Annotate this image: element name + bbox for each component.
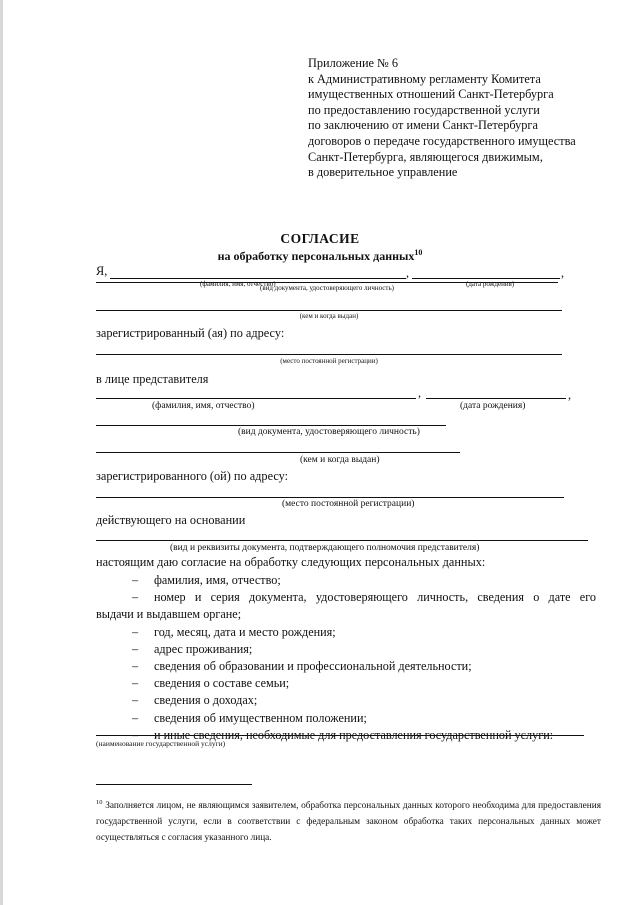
registered-label: зарегистрированный (ая) по адресу: [96,326,285,340]
list-item [96,675,596,692]
consent-intro: настоящим даю согласие на обработку следующих персональных данных: [96,555,486,569]
rep-birth-field[interactable] [426,398,566,399]
issued-field[interactable] [96,310,562,311]
annex-line: в доверительное управление [308,165,458,180]
rep-document-field[interactable] [96,425,446,426]
annex-line: по предоставлению государственной услуги [308,102,540,117]
list-item [96,572,596,589]
footnote-separator [96,784,252,785]
data-list [96,572,596,744]
footnote [96,795,601,846]
annex-header [308,56,576,181]
rep-caption-fio: (фамилия, имя, отчество) [152,401,255,411]
residence-field[interactable] [96,354,562,355]
representative-label: в лице представителя [96,372,209,386]
list-item [96,624,596,641]
list-item-text: год, месяц, дата и место рождения; [154,624,336,639]
list-item-text: выдачи и выдавшем органе; [96,607,242,622]
list-item [96,710,596,727]
ya-label: Я, [96,264,108,278]
list-item-continuation [96,606,596,623]
list-item-text: фамилия, имя, отчество; [154,573,281,587]
list-item-text: адрес проживания; [154,641,253,656]
annex-line: Санкт-Петербурга, являющегося движимым, [308,149,543,164]
acting-label: действующего на основании [96,513,246,527]
list-item-text: и иные сведения, необходимые для предоставления государственной услуги: [154,727,554,742]
caption-document: (вид документа, удостоверяющего личность) [259,284,394,292]
footnote-ref: 10 [414,248,423,257]
list-item [96,658,596,675]
dash: – [132,676,139,691]
caption-issued: (кем и когда выдан) [299,312,359,320]
birth-field[interactable] [412,278,560,279]
list-item-text: сведения о доходах; [154,693,258,708]
annex-line: по заключению от имени Санкт-Петербурга [308,118,538,133]
authority-field[interactable] [96,540,588,541]
list-item-text: сведения об образовании и профессиональной деятельности; [154,659,472,674]
rep-caption-document: (вид документа, удостоверяющего личность) [238,427,420,437]
annex-line: Приложение № 6 [308,56,399,70]
dash: – [132,573,139,587]
document-subtitle [0,248,640,264]
rep-caption-issued: (кем и когда выдан) [300,455,380,465]
footnote-number: 10 [96,799,103,806]
footnote-text: Заполняется лицом, не являющимся заявителем, обработка персональных данных которого необходима для предоставления государственной услуги, если в соответствии с федеральным законом обработка таких персональных данных может осуществляться с согласия указанного лица. [96,801,602,844]
comma: , [418,386,422,400]
rep-residence-field[interactable] [96,497,564,498]
rep-caption-birth: (дата рождения) [460,401,526,411]
rep-issued-field[interactable] [96,452,460,453]
caption-authority: (вид и реквизиты документа, подтверждающего полномочия представителя) [170,543,480,553]
document-title: СОГЛАСИЕ [280,231,360,246]
annex-line: договоров о передаче государственного имущества [308,133,576,148]
dash: – [132,624,139,639]
caption-birth: (дата рождения) [466,280,515,288]
list-item-text: сведения о составе семьи; [154,676,290,691]
list-item [96,641,596,658]
fio-field[interactable] [110,278,406,279]
rep-fio-field[interactable] [96,398,416,399]
scan-edge [0,0,3,905]
list-item [96,692,596,709]
caption-service: (наименование государственной услуги) [96,739,226,748]
caption-fio: (фамилия, имя, отчество) [200,280,276,288]
rep-caption-residence: (место постоянной регистрации) [282,499,415,509]
service-field[interactable] [96,735,584,736]
caption-residence: (место постоянной регистрации) [280,357,378,365]
dash: – [132,659,139,674]
rep-registered-label: зарегистрированного (ой) по адресу: [96,469,289,483]
annex-line: к Административному регламенту Комитета [308,71,541,86]
list-item [96,589,596,606]
dash: – [132,590,139,605]
comma: , [406,266,410,280]
dash: – [132,641,139,656]
comma: , [561,266,565,280]
dash: – [132,727,139,742]
list-item-text: номер и серия документа, удостоверяющего личность, сведения о дате его [154,590,596,605]
dash: – [132,693,139,708]
subtitle-text: на обработку персональных данных [217,249,415,263]
comma: , [568,388,572,402]
dash: – [132,710,139,725]
annex-line: имущественных отношений Санкт-Петербурга [308,87,554,102]
list-item-text: сведения об имущественном положении; [154,710,367,725]
document-field[interactable] [96,282,558,283]
